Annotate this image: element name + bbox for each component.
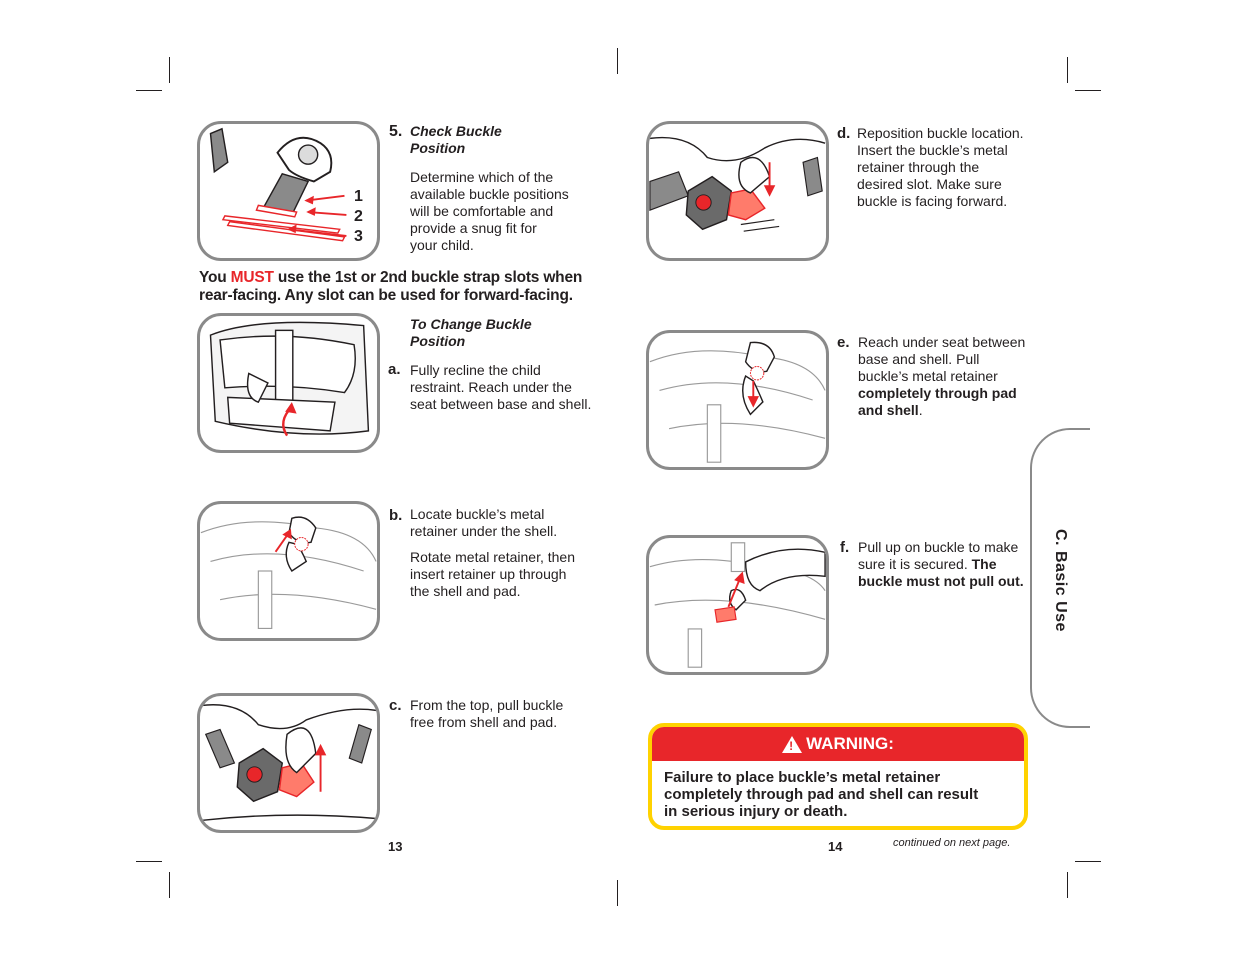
- crop-mark: [169, 872, 170, 898]
- crop-mark: [136, 861, 162, 862]
- step-f-body: [858, 539, 1024, 590]
- step-5-line: available buckle positions: [410, 186, 569, 202]
- step-d-body: [857, 125, 1024, 210]
- step-d-letter: d.: [837, 125, 851, 142]
- crop-mark: [1067, 57, 1068, 83]
- step-d-line: desired slot. Make sure: [857, 176, 1002, 192]
- pull-up-buckle-illustration: [646, 535, 829, 675]
- warning-box: [648, 723, 1028, 830]
- warning-body: [664, 769, 1014, 820]
- step-f-line2-bold: The: [971, 556, 997, 572]
- must-notice-line2: rear-facing. Any slot can be used for forward-facing.: [199, 287, 573, 304]
- step-5-line: will be comfortable and: [410, 203, 554, 219]
- warning-title: WARNING:: [806, 734, 894, 753]
- slot-label-3: 3: [354, 228, 363, 245]
- step-d-line: Reposition buckle location.: [857, 125, 1024, 141]
- warning-header: [652, 727, 1024, 761]
- crop-mark: [617, 48, 618, 74]
- step-f-letter: f.: [840, 539, 850, 556]
- warning-line: completely through pad and shell can result: [664, 786, 979, 803]
- step-f-line2: [858, 556, 1024, 573]
- must-prefix: You: [199, 269, 231, 286]
- step-e-bold-line: completely through pad: [858, 385, 1017, 401]
- step-c-body: [410, 697, 563, 731]
- step-e-letter: e.: [837, 334, 850, 351]
- reposition-buckle-illustration: [646, 121, 829, 261]
- step-a-line: restraint. Reach under the: [410, 379, 572, 395]
- step-e-line: buckle’s metal retainer: [858, 368, 998, 384]
- warning-line: Failure to place buckle’s metal retainer: [664, 769, 941, 786]
- change-heading-line2: Position: [410, 333, 466, 349]
- step-b-body: [410, 506, 575, 600]
- step-5-title-line2: Position: [410, 140, 466, 156]
- crop-mark: [1067, 872, 1068, 898]
- step-b-line: retainer under the shell.: [410, 523, 558, 539]
- crop-mark: [169, 57, 170, 83]
- step-d-line: retainer through the: [857, 159, 980, 175]
- step-e-period: .: [918, 402, 923, 418]
- step-5-line: your child.: [410, 237, 474, 253]
- step-d-line: buckle is facing forward.: [857, 193, 1008, 209]
- warning-triangle-icon: !: [782, 736, 802, 753]
- locate-retainer-illustration: [197, 501, 380, 641]
- section-tab-label: C. Basic Use: [1052, 528, 1069, 632]
- crop-mark: [1075, 90, 1101, 91]
- step-b-line: insert retainer up through: [410, 566, 567, 582]
- step-d-line: Insert the buckle’s metal: [857, 142, 1008, 158]
- slot-label-2: 2: [354, 208, 363, 225]
- step-e-body: [858, 334, 1025, 419]
- step-b-line: Rotate metal retainer, then: [410, 549, 575, 565]
- must-emphasis: MUST: [230, 269, 274, 286]
- page-number-left: 13: [388, 839, 403, 854]
- crop-mark: [1075, 861, 1101, 862]
- step-e-last-line: [858, 402, 1025, 419]
- step-a-line: Fully recline the child: [410, 362, 541, 378]
- step-a-letter: a.: [388, 361, 401, 378]
- step-f-line1: Pull up on buckle to make: [858, 539, 1019, 555]
- step-c-line: free from shell and pad.: [410, 714, 558, 730]
- step-c-line: From the top, pull buckle: [410, 697, 564, 713]
- step-f-line2-plain: sure it is secured.: [858, 556, 972, 572]
- spacer: [410, 540, 575, 549]
- step-e-line: base and shell. Pull: [858, 351, 980, 367]
- step-b-letter: b.: [389, 507, 403, 524]
- crop-mark: [136, 90, 162, 91]
- change-buckle-heading: [410, 316, 532, 350]
- buckle-slots-illustration: [197, 121, 380, 261]
- step-a-line: seat between base and shell.: [410, 396, 592, 412]
- step-5-line: provide a snug fit for: [410, 220, 537, 236]
- step-b-line: Locate buckle’s metal: [410, 506, 545, 522]
- pull-retainer-through-illustration: [646, 330, 829, 470]
- warning-line: in serious injury or death.: [664, 803, 848, 820]
- page-number-right: 14: [828, 839, 843, 854]
- step-5-line: Determine which of the: [410, 169, 554, 185]
- slot-number-labels: [354, 187, 363, 247]
- recline-restraint-illustration: [197, 313, 380, 453]
- step-f-line3: buckle must not pull out.: [858, 573, 1024, 589]
- step-e-bold-end: and shell: [858, 402, 919, 418]
- must-notice: [199, 269, 582, 305]
- pull-buckle-free-illustration: [197, 693, 380, 833]
- step-c-letter: c.: [389, 697, 402, 714]
- step-e-line: Reach under seat between: [858, 334, 1026, 350]
- step-a-body: [410, 362, 591, 413]
- must-line1-rest: use the 1st or 2nd buckle strap slots when: [273, 269, 583, 286]
- crop-mark: [617, 880, 618, 906]
- change-heading-line1: To Change Buckle: [410, 316, 532, 332]
- step-b-line: the shell and pad.: [410, 583, 521, 599]
- slot-label-1: 1: [354, 188, 363, 205]
- step-5-title-line1: Check Buckle: [410, 123, 502, 139]
- step-5-number: 5.: [389, 123, 403, 140]
- step-5-body: [410, 169, 569, 254]
- step-5-title: [410, 123, 502, 157]
- must-notice-line1: [199, 269, 582, 287]
- continued-note: continued on next page.: [893, 837, 1011, 849]
